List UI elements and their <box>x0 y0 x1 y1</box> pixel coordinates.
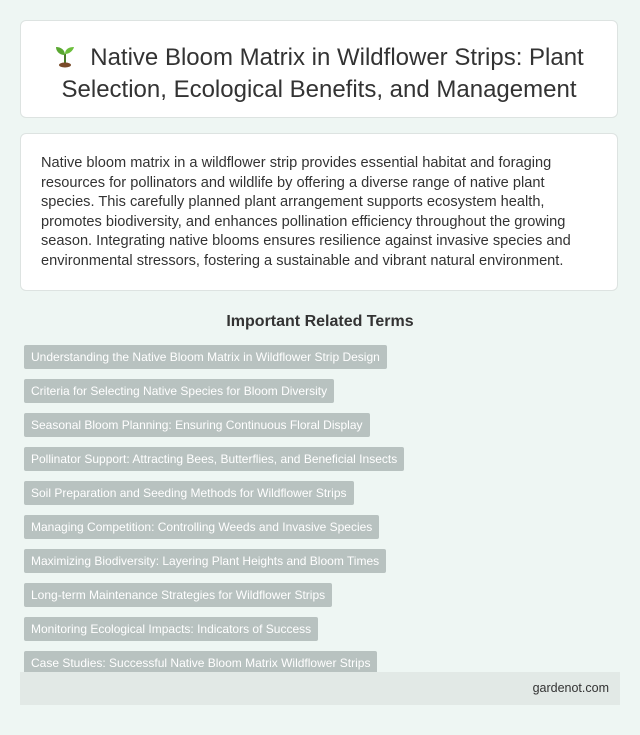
related-term-tag[interactable]: Pollinator Support: Attracting Bees, Butterflies, and Beneficial Insects <box>24 447 404 471</box>
related-term-tag[interactable]: Soil Preparation and Seeding Methods for Wildflower Strips <box>24 481 354 505</box>
sprout-icon <box>54 44 76 75</box>
related-term-tag[interactable]: Seasonal Bloom Planning: Ensuring Continuous Floral Display <box>24 413 370 437</box>
related-term-tag[interactable]: Monitoring Ecological Impacts: Indicators of Success <box>24 617 318 641</box>
related-term-tag[interactable]: Understanding the Native Bloom Matrix in Wildflower Strip Design <box>24 345 387 369</box>
related-terms-heading: Important Related Terms <box>226 313 414 330</box>
related-term-tag[interactable]: Long-term Maintenance Strategies for Wildflower Strips <box>24 583 332 607</box>
related-term-tag[interactable]: Managing Competition: Controlling Weeds and Invasive Species <box>24 515 379 539</box>
related-term-tag[interactable]: Criteria for Selecting Native Species for Bloom Diversity <box>24 379 334 403</box>
page-title-text: Native Bloom Matrix in Wildflower Strips: Plant Selection, Ecological Benefits, and Management <box>61 44 584 103</box>
footer <box>20 672 620 705</box>
title-card <box>20 20 618 118</box>
intro-text: Native bloom matrix in a wildflower strip provides essential habitat and foraging resources for pollinators and wildlife by offering a diverse range of native plant species. This carefully planned plant arrangement supports ecosystem health, promotes biodiversity, and enhances pollination efficiency throughout the growing season. Integrating native blooms ensures resilience against invasive species and environmental stressors, fostering a sustainable and vibrant natural environment. <box>41 155 571 269</box>
intro-card <box>20 133 618 291</box>
related-term-tag[interactable]: Maximizing Biodiversity: Layering Plant Heights and Bloom Times <box>24 549 386 573</box>
related-terms-list <box>24 345 404 685</box>
page-title <box>21 21 617 104</box>
related-term-tag[interactable]: Case Studies: Successful Native Bloom Matrix Wildflower Strips <box>24 651 377 675</box>
footer-site-link[interactable]: gardenot.com <box>532 681 609 695</box>
